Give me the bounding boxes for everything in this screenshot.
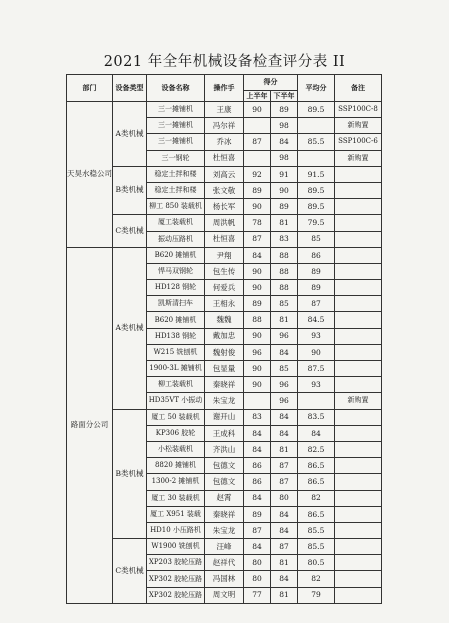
equipment-name-cell: 稳定土拌和楼	[147, 166, 205, 182]
first-half-score-cell: 84	[244, 539, 271, 555]
average-score-cell: 84.5	[298, 312, 335, 328]
second-half-score-cell: 88	[271, 247, 298, 263]
operator-cell: 尹翔	[205, 247, 244, 263]
header-department: 部门	[67, 75, 113, 102]
equipment-name-cell: 三一摊铺机	[147, 118, 205, 134]
remarks-cell	[335, 328, 382, 344]
remarks-cell: 新购置	[335, 393, 382, 409]
department-cell: 路面分公司	[67, 247, 113, 603]
second-half-score-cell: 84	[271, 571, 298, 587]
first-half-score-cell	[244, 118, 271, 134]
first-half-score-cell: 84	[244, 441, 271, 457]
remarks-cell	[335, 587, 382, 603]
first-half-score-cell: 92	[244, 166, 271, 182]
first-half-score-cell	[244, 150, 271, 166]
average-score-cell: 84	[298, 425, 335, 441]
operator-cell: 包显量	[205, 361, 244, 377]
operator-cell: 杜恒喜	[205, 150, 244, 166]
operator-cell: 朱宝龙	[205, 393, 244, 409]
operator-cell: 包德文	[205, 474, 244, 490]
remarks-cell	[335, 231, 382, 247]
equipment-name-cell: 悍马双钢轮	[147, 263, 205, 279]
second-half-score-cell: 98	[271, 118, 298, 134]
equipment-name-cell: 小松装载机	[147, 441, 205, 457]
operator-cell: 王相永	[205, 296, 244, 312]
average-score-cell	[298, 150, 335, 166]
operator-cell: 魏魏	[205, 312, 244, 328]
remarks-cell: SSP100C-8	[335, 102, 382, 118]
equipment-name-cell: 厦工 50 装载机	[147, 409, 205, 425]
first-half-score-cell: 87	[244, 134, 271, 150]
remarks-cell	[335, 182, 382, 198]
equipment-name-cell: 厦工装载机	[147, 215, 205, 231]
operator-cell: 周文明	[205, 587, 244, 603]
second-half-score-cell: 85	[271, 361, 298, 377]
remarks-cell	[335, 571, 382, 587]
average-score-cell: 87	[298, 296, 335, 312]
equipment-name-cell: XP302 胶轮压路	[147, 571, 205, 587]
equipment-name-cell: 三一摊铺机	[147, 102, 205, 118]
equipment-name-cell: HD35VT 小振动	[147, 393, 205, 409]
equipment-type-cell: C类机械	[113, 215, 147, 247]
equipment-name-cell: 三一钢轮	[147, 150, 205, 166]
average-score-cell: 85.5	[298, 522, 335, 538]
equipment-name-cell: 1300-2 摊铺机	[147, 474, 205, 490]
average-score-cell: 91.5	[298, 166, 335, 182]
operator-cell: 何爱兵	[205, 280, 244, 296]
operator-cell: 乔冰	[205, 134, 244, 150]
remarks-cell	[335, 458, 382, 474]
first-half-score-cell: 80	[244, 571, 271, 587]
operator-cell: 朱宝龙	[205, 522, 244, 538]
first-half-score-cell: 88	[244, 312, 271, 328]
remarks-cell	[335, 166, 382, 182]
first-half-score-cell: 86	[244, 458, 271, 474]
first-half-score-cell: 87	[244, 522, 271, 538]
average-score-cell: 89	[298, 280, 335, 296]
header-first-half: 上半年	[244, 91, 271, 102]
operator-cell: 杜恒喜	[205, 231, 244, 247]
remarks-cell	[335, 377, 382, 393]
first-half-score-cell: 96	[244, 344, 271, 360]
average-score-cell: 90	[298, 344, 335, 360]
average-score-cell: 89.5	[298, 199, 335, 215]
equipment-name-cell: 8820 摊铺机	[147, 458, 205, 474]
operator-cell: 谢开山	[205, 409, 244, 425]
first-half-score-cell: 80	[244, 555, 271, 571]
second-half-score-cell: 89	[271, 102, 298, 118]
second-half-score-cell: 81	[271, 312, 298, 328]
second-half-score-cell: 84	[271, 409, 298, 425]
table-row	[67, 215, 382, 231]
equipment-name-cell: 稳定土拌和楼	[147, 182, 205, 198]
second-half-score-cell: 81	[271, 587, 298, 603]
average-score-cell: 79.5	[298, 215, 335, 231]
remarks-cell	[335, 490, 382, 506]
first-half-score-cell: 90	[244, 280, 271, 296]
operator-cell: 王成科	[205, 425, 244, 441]
operator-cell: 冯尔祥	[205, 118, 244, 134]
second-half-score-cell: 80	[271, 490, 298, 506]
first-half-score-cell: 84	[244, 490, 271, 506]
equipment-name-cell: B620 摊铺机	[147, 312, 205, 328]
operator-cell: 杨长军	[205, 199, 244, 215]
operator-cell: 汪峰	[205, 539, 244, 555]
equipment-name-cell: 三一摊铺机	[147, 134, 205, 150]
equipment-name-cell: 柳工装载机	[147, 377, 205, 393]
remarks-cell	[335, 215, 382, 231]
second-half-score-cell: 87	[271, 458, 298, 474]
header-average: 平均分	[298, 75, 335, 102]
average-score-cell: 87.5	[298, 361, 335, 377]
first-half-score-cell: 86	[244, 474, 271, 490]
table-row	[67, 247, 382, 263]
remarks-cell	[335, 247, 382, 263]
remarks-cell: SSP100C-6	[335, 134, 382, 150]
equipment-name-cell: XP203 胶轮压路	[147, 555, 205, 571]
operator-cell: 张文敬	[205, 182, 244, 198]
equipment-name-cell: 厦工 30 装载机	[147, 490, 205, 506]
second-half-score-cell: 84	[271, 344, 298, 360]
first-half-score-cell: 89	[244, 182, 271, 198]
average-score-cell: 85	[298, 231, 335, 247]
operator-cell: 赵霄	[205, 490, 244, 506]
second-half-score-cell: 83	[271, 231, 298, 247]
operator-cell: 赵祥代	[205, 555, 244, 571]
equipment-type-cell: A类机械	[113, 102, 147, 167]
remarks-cell	[335, 296, 382, 312]
remarks-cell	[335, 280, 382, 296]
average-score-cell	[298, 118, 335, 134]
remarks-cell	[335, 539, 382, 555]
average-score-cell: 85.5	[298, 134, 335, 150]
operator-cell: 秦晓祥	[205, 377, 244, 393]
remarks-cell: 新购置	[335, 118, 382, 134]
operator-cell: 包德文	[205, 458, 244, 474]
table-row	[67, 409, 382, 425]
second-half-score-cell: 84	[271, 134, 298, 150]
equipment-type-cell: C类机械	[113, 539, 147, 604]
second-half-score-cell: 84	[271, 425, 298, 441]
operator-cell: 魏射俊	[205, 344, 244, 360]
first-half-score-cell: 77	[244, 587, 271, 603]
second-half-score-cell: 98	[271, 150, 298, 166]
equipment-name-cell: 1900-3L 摊铺机	[147, 361, 205, 377]
first-half-score-cell: 90	[244, 377, 271, 393]
second-half-score-cell: 96	[271, 377, 298, 393]
remarks-cell	[335, 361, 382, 377]
average-score-cell: 79	[298, 587, 335, 603]
operator-cell: 秦晓祥	[205, 506, 244, 522]
first-half-score-cell: 90	[244, 199, 271, 215]
equipment-name-cell: HD10 小压路机	[147, 522, 205, 538]
page-title: 2021 年全年机械设备检查评分表 II	[103, 54, 346, 70]
second-half-score-cell: 96	[271, 328, 298, 344]
average-score-cell: 82.5	[298, 441, 335, 457]
average-score-cell: 93	[298, 377, 335, 393]
average-score-cell: 86	[298, 247, 335, 263]
equipment-name-cell: W1900 铣刨机	[147, 539, 205, 555]
average-score-cell: 82	[298, 571, 335, 587]
remarks-cell	[335, 312, 382, 328]
second-half-score-cell: 84	[271, 506, 298, 522]
average-score-cell: 83.5	[298, 409, 335, 425]
second-half-score-cell: 81	[271, 555, 298, 571]
operator-cell: 周洪帆	[205, 215, 244, 231]
second-half-score-cell: 87	[271, 539, 298, 555]
operator-cell: 戴加忠	[205, 328, 244, 344]
equipment-name-cell: HD138 钢轮	[147, 328, 205, 344]
average-score-cell	[298, 393, 335, 409]
average-score-cell: 86.5	[298, 458, 335, 474]
first-half-score-cell: 89	[244, 506, 271, 522]
equipment-name-cell: 柳工 850 装载机	[147, 199, 205, 215]
operator-cell: 刘高云	[205, 166, 244, 182]
first-half-score-cell: 90	[244, 102, 271, 118]
average-score-cell: 86.5	[298, 474, 335, 490]
operator-cell: 冯国林	[205, 571, 244, 587]
operator-cell: 王康	[205, 102, 244, 118]
second-half-score-cell: 90	[271, 182, 298, 198]
equipment-name-cell: B620 摊铺机	[147, 247, 205, 263]
remarks-cell	[335, 344, 382, 360]
first-half-score-cell: 78	[244, 215, 271, 231]
header-remarks: 备注	[335, 75, 382, 102]
first-half-score-cell: 84	[244, 425, 271, 441]
equipment-score-table	[66, 74, 382, 604]
second-half-score-cell: 85	[271, 296, 298, 312]
remarks-cell	[335, 522, 382, 538]
first-half-score-cell: 89	[244, 296, 271, 312]
first-half-score-cell	[244, 393, 271, 409]
table-body	[67, 102, 382, 604]
equipment-name-cell: 振动压路机	[147, 231, 205, 247]
first-half-score-cell: 87	[244, 231, 271, 247]
equipment-name-cell: W215 铣刨机	[147, 344, 205, 360]
table-row	[67, 102, 382, 118]
equipment-type-cell: B类机械	[113, 409, 147, 539]
second-half-score-cell: 88	[271, 280, 298, 296]
first-half-score-cell: 84	[244, 247, 271, 263]
remarks-cell	[335, 441, 382, 457]
table-row	[67, 539, 382, 555]
remarks-cell	[335, 425, 382, 441]
first-half-score-cell: 90	[244, 263, 271, 279]
second-half-score-cell: 91	[271, 166, 298, 182]
header-operator: 操作手	[205, 75, 244, 102]
header-equipment-type: 设备类型	[113, 75, 147, 102]
remarks-cell: 新购置	[335, 150, 382, 166]
operator-cell: 包生传	[205, 263, 244, 279]
average-score-cell: 93	[298, 328, 335, 344]
remarks-cell	[335, 506, 382, 522]
average-score-cell: 89	[298, 263, 335, 279]
second-half-score-cell: 81	[271, 215, 298, 231]
second-half-score-cell: 96	[271, 393, 298, 409]
average-score-cell: 85.5	[298, 539, 335, 555]
first-half-score-cell: 83	[244, 409, 271, 425]
second-half-score-cell: 87	[271, 474, 298, 490]
average-score-cell: 89.5	[298, 102, 335, 118]
header-second-half: 下半年	[271, 91, 298, 102]
remarks-cell	[335, 199, 382, 215]
equipment-name-cell: XP302 胶轮压路	[147, 587, 205, 603]
second-half-score-cell: 89	[271, 199, 298, 215]
equipment-name-cell: KP306 胶轮	[147, 425, 205, 441]
second-half-score-cell: 84	[271, 522, 298, 538]
table-row	[67, 166, 382, 182]
remarks-cell	[335, 263, 382, 279]
first-half-score-cell: 90	[244, 361, 271, 377]
equipment-name-cell: 厦工 X951 装载	[147, 506, 205, 522]
average-score-cell: 86.5	[298, 506, 335, 522]
remarks-cell	[335, 555, 382, 571]
first-half-score-cell: 90	[244, 328, 271, 344]
operator-cell: 齐洪山	[205, 441, 244, 457]
remarks-cell	[335, 409, 382, 425]
second-half-score-cell: 81	[271, 441, 298, 457]
average-score-cell: 82	[298, 490, 335, 506]
second-half-score-cell: 88	[271, 263, 298, 279]
equipment-name-cell: HD128 钢轮	[147, 280, 205, 296]
average-score-cell: 80.5	[298, 555, 335, 571]
equipment-type-cell: A类机械	[113, 247, 147, 409]
average-score-cell: 89.5	[298, 182, 335, 198]
equipment-name-cell: 凯斯清扫车	[147, 296, 205, 312]
equipment-type-cell: B类机械	[113, 166, 147, 215]
department-cell: 天昊水稳公司	[67, 102, 113, 248]
header-equipment-name: 设备名称	[147, 75, 205, 102]
remarks-cell	[335, 474, 382, 490]
header-score: 得分	[244, 75, 298, 91]
